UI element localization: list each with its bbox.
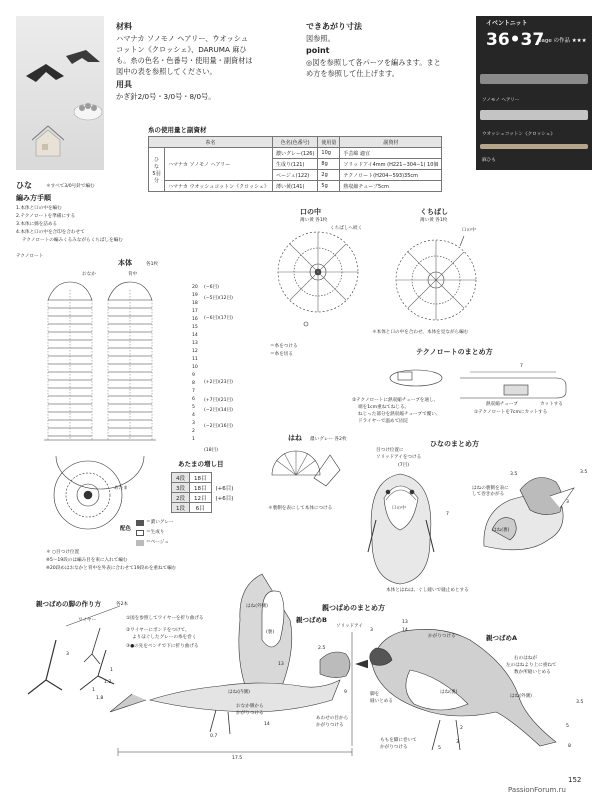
leg-step: ②ワイヤーにボンドをつけて、	[126, 628, 190, 633]
point-heading: point	[306, 46, 330, 55]
leg-title: 親つばめの脚の作り方	[36, 600, 101, 608]
round-number: 16	[192, 317, 198, 322]
hina-dim: 3	[566, 500, 569, 505]
yarn-table-cell: 濃いグレー(126)	[272, 148, 317, 159]
yarn-table-cell: 生成り(121)	[272, 159, 317, 170]
mouth-legend: ＝糸を切る	[270, 352, 293, 357]
leg-count: 各2本	[116, 602, 129, 607]
swatch-label: ウオッシュコットン《クロッシェ》	[482, 132, 555, 137]
neck-note: かがりつける	[316, 723, 344, 728]
round-number: 20	[192, 285, 198, 290]
yarn-table-header: 糸名	[149, 137, 273, 148]
beak-spec: 薄い黄 各1枚	[420, 218, 448, 223]
techno-step1: ①テクノロートを7cmにカットする	[474, 410, 548, 415]
right-note: 数か所縫いとめる	[514, 670, 551, 675]
parent-dim: 5	[566, 724, 569, 729]
cut-label: カットする	[540, 402, 563, 407]
swatch-label: 麻ひも	[482, 158, 496, 163]
parent-dim: 0.7	[210, 734, 218, 739]
leg-sew-note: 脚を	[370, 692, 380, 697]
size-heading: できあがり寸法	[306, 22, 362, 31]
yarn-table-cell: ハマナカ ウオッシュコットン《クロッシェ》	[165, 181, 273, 192]
round-label: (−5目)(12目)	[204, 296, 233, 301]
yarn-table-header: 副資材	[340, 137, 442, 148]
wing-back-a-label: はね(裏)	[440, 690, 458, 695]
legend-item: ＝ベージュ	[146, 540, 169, 545]
round-number: 12	[192, 349, 198, 354]
yarn-table-cell: 8g	[318, 159, 340, 170]
round-label: (+2目)(23目)	[204, 380, 233, 385]
head-label: あたま	[114, 486, 128, 491]
wing-in-label: はね(内側)	[228, 690, 250, 695]
parent-dim: 3	[456, 740, 459, 745]
body-count: 各1枚	[146, 262, 159, 267]
round-number: 19	[192, 293, 198, 298]
step-line: 1.本体と口の中を編む	[16, 206, 62, 211]
yarn-table-cell: 10g	[318, 148, 340, 159]
belly-note: おなか側から	[236, 704, 264, 709]
mouth-legend: ＝糸をつける	[270, 344, 298, 349]
wing-back-note: はねの裏側を表にして巻きかがる	[472, 486, 509, 497]
wing-spec: 濃いグレー 各2枚	[310, 437, 347, 442]
hina-bottom-note: 本体とはねは、ぐし縫いで縫止めとする	[386, 588, 469, 593]
inc-stitches: 6目	[190, 503, 212, 513]
wing-back-label: はね(裏)	[492, 528, 510, 533]
parent-dim: 14	[402, 628, 408, 633]
inc-stitches: 18目	[190, 473, 212, 483]
tsubame-a-label: 親つばめA	[486, 634, 518, 642]
round-label: (−2目)(16目)	[204, 424, 233, 429]
swatch-label: ソノモノ ヘアリー	[482, 98, 520, 103]
steps-title: 編み方手順	[16, 194, 51, 202]
leg-bottom-note: かがりつける	[380, 745, 408, 750]
beak-chart	[396, 236, 476, 320]
body-chart	[44, 282, 156, 489]
round-number: 11	[192, 357, 198, 362]
leg-step: ①図を参照してワイヤーを折り曲げる	[126, 616, 204, 621]
increase-table	[171, 472, 238, 513]
round-number: 15	[192, 325, 198, 330]
eye-pos: (7目)	[398, 463, 410, 468]
round-number: 5	[192, 405, 195, 410]
round-number: 18	[192, 301, 198, 306]
yarn-table-cell: 2g	[318, 170, 340, 181]
parent-dim: 17.5	[232, 756, 243, 761]
leg-dim: 1.2	[104, 680, 112, 685]
tsubame-b-label: 親つばめB	[296, 616, 327, 624]
tube-label: 熱収縮チューブ	[486, 402, 518, 407]
tools-heading: 用具	[116, 80, 132, 89]
eye-note: 目つけ位置に	[376, 448, 404, 453]
parent-dim: 13	[278, 662, 284, 667]
beak-note: ＊本体と口の中を合わせ、本体を見ながら編む	[372, 330, 469, 335]
parent-dim: 14	[264, 722, 270, 727]
round-number: 3	[192, 421, 195, 426]
mouth-label: 口の中	[392, 506, 406, 511]
hina-assembly-title: ひなのまとめ方	[430, 440, 479, 448]
round-number: 4	[192, 413, 195, 418]
wing-title: はね	[288, 434, 302, 442]
round-number: 2	[192, 429, 195, 434]
parent-swallow-b-drawing	[110, 574, 350, 734]
wing-note: ＊裏側を表にして本体につける	[268, 506, 333, 511]
leg-dim: 1.8	[96, 696, 104, 701]
back-label: 背中	[128, 272, 138, 277]
point-line: め方を参照して仕上げます。	[306, 69, 399, 78]
wing-out-label: はね(外側)	[246, 604, 268, 609]
hina-dim: 7	[446, 512, 449, 517]
round-label: (−2目)(14目)	[204, 408, 233, 413]
parent-dim: 2	[460, 726, 463, 731]
leg-dim: 1	[110, 668, 113, 673]
parent-dim: 8	[568, 744, 571, 749]
round-label: (+7目)(21目)	[204, 398, 233, 403]
beak-title: くちばし	[420, 208, 448, 216]
round-number: 8	[192, 381, 195, 386]
yarn-table-header: 使用量	[318, 137, 340, 148]
solid-eye-label: ソリッドアイ	[336, 624, 363, 629]
leg-dim: 3	[66, 652, 69, 657]
leg-dim: 1	[92, 688, 95, 693]
round-number: 6	[192, 397, 195, 402]
hina-title: ひな	[16, 181, 32, 190]
leg-bottom-note: ももを脚に巻いて	[380, 738, 417, 743]
parent-title: 親つばめのまとめ方	[322, 604, 385, 612]
leg-sew-note: 縫いとめる	[370, 699, 393, 704]
materials-line: も。糸の色名・色番号・使用量・副資材は	[116, 56, 253, 65]
techno-title: テクノロートのまとめ方	[416, 348, 493, 356]
inc-diff: (+6目)	[215, 495, 234, 502]
round-number: 10	[192, 365, 198, 370]
yarn-table-cell: 5g	[318, 181, 340, 192]
eye-note: ソリッドアイをつける	[376, 455, 422, 460]
yarn-table-title: 糸の使用量と副資材	[148, 126, 207, 134]
techno-dim: 7	[520, 364, 523, 369]
body-title: 本体	[118, 259, 132, 267]
mouth-note: くちばしへ続く	[330, 226, 363, 231]
inc-diff: (+6目)	[215, 485, 234, 492]
head-chart	[54, 461, 122, 529]
right-note: 左のはねより上に重ねて	[506, 663, 557, 668]
tools-line: かぎ針2/0号・3/0号・8/0号。	[116, 92, 216, 101]
right-note: 右のはねが	[514, 656, 537, 661]
legend-swatch	[136, 520, 144, 526]
beak-label: 口の中	[462, 228, 476, 233]
inc-stitches: 18目	[190, 483, 212, 493]
hina-dim: 3.5	[510, 472, 518, 477]
techno-step: ②テクノロートに熱収縮チューブを通し、	[352, 398, 439, 403]
note-line: ※20段めはおなかと背中を外表に合わせて19段めを重ねて編む	[46, 566, 177, 571]
wing-out-a-label: はね(外側)	[510, 694, 532, 699]
note-line: ※5〜19段のは編み目を束に入れて編む	[46, 558, 128, 563]
mouth-spec: 薄い黄 各1枚	[300, 218, 328, 223]
watermark: PassionForum.ru	[508, 786, 566, 794]
kagari-label: かがりつける	[428, 634, 456, 639]
step-line: 2.テクノロートを準備にする	[16, 214, 76, 219]
round-label: (18目)	[204, 448, 219, 453]
technolote-ring	[390, 370, 566, 398]
step-line: 4.本体と口の中を合印を合わせて	[16, 230, 85, 235]
parent-dim: 9	[344, 690, 347, 695]
leg-step: ③●の先をペンチで下に折り曲げる	[126, 644, 199, 649]
round-number: 17	[192, 309, 198, 314]
round-number: 1	[192, 437, 195, 442]
round-number: 9	[192, 373, 195, 378]
increase-title: あたまの増し目	[178, 460, 224, 468]
yarn-table-header: 色名(色番号)	[272, 137, 317, 148]
inc-diff	[211, 503, 238, 513]
yarn-table-cell: 手芸綿 適宜	[340, 148, 442, 159]
round-label: (−6目)(17目)	[204, 316, 233, 321]
parent-dim: 5	[438, 746, 441, 751]
inc-round: 3段	[172, 483, 190, 493]
round-label: (−6目)	[204, 285, 219, 290]
round-number: 14	[192, 333, 198, 338]
belly-note: かがりつける	[236, 711, 264, 716]
legend-item: ＝生成り	[146, 530, 165, 535]
materials-heading: 材料	[116, 22, 132, 31]
legend-swatch	[136, 540, 144, 546]
mouth-chart	[278, 232, 358, 326]
techno-step: 端を1cm重ねてねじる。	[358, 405, 410, 410]
legend-title: 配色	[120, 526, 132, 532]
mouth-title: 口の中	[300, 208, 321, 216]
event-pages: 36•37	[486, 30, 545, 50]
yarn-table-cell: 熱収縮チューブ5cm	[340, 181, 442, 192]
techno-step: ねじった部分を熱収縮チューブで覆い、	[358, 412, 441, 417]
yarn-table-cell: テクノロート(H204−593)35cm	[340, 170, 442, 181]
yarn-table-cell: ハマナカ ソノモノ ヘアリー	[165, 148, 273, 181]
yarn-table-cell: 薄い黄(141)	[272, 181, 317, 192]
parent-dim: 3.5	[576, 700, 584, 705]
round-number: 7	[192, 389, 195, 394]
legend-swatch	[136, 530, 144, 536]
step-line: テクノロートの編みくるみながらくちばしを編む	[22, 238, 123, 243]
legend-item: ＝濃いグレー	[146, 520, 174, 525]
inc-stitches: 12目	[190, 493, 212, 503]
point-line: ◎図を参照して各パーツを編みます。まと	[306, 58, 441, 67]
materials-line: 図中の表を参照してください。	[116, 67, 217, 76]
materials-line: コットン《クロッシェ》、DARUMA 麻ひ	[116, 45, 247, 54]
yarn-table-cell: ソリッドアイ4mm (H221−304−1) 10個	[340, 159, 442, 170]
size-line: 図参照。	[306, 34, 335, 43]
materials-line: ハマナカ ソノモノ ヘアリー、ウオッシュ	[116, 34, 249, 43]
inc-round: 1段	[172, 503, 190, 513]
belly-label: おなか	[82, 272, 96, 277]
round-number: 13	[192, 341, 198, 346]
inc-diff	[211, 473, 238, 483]
event-page-suffix: page の作品 ★★★	[538, 38, 587, 44]
body-b-back: (裏)	[266, 630, 275, 635]
note-line: ＊ ○目つけ位置	[46, 550, 80, 555]
step-line: 3.本体に綿を詰める	[16, 222, 58, 227]
event-label: イベントニット	[486, 20, 528, 27]
wing-chart	[272, 451, 340, 486]
hina-front-drawing	[368, 474, 434, 584]
technolote-label: テクノロート	[16, 254, 44, 259]
inc-round: 4段	[172, 473, 190, 483]
parent-dim: 3	[370, 628, 373, 633]
yarn-table-group: ひな 5羽分	[149, 148, 165, 192]
wire-label: ワイヤー	[78, 618, 97, 623]
inc-round: 2段	[172, 493, 190, 503]
parent-dim: 2.5	[318, 646, 326, 651]
techno-step: ドライヤーで温めて固定	[358, 419, 409, 424]
yarn-table-cell: ベージュ(122)	[272, 170, 317, 181]
neck-note: あわせの目から	[316, 716, 349, 721]
page-number: 152	[568, 776, 582, 784]
hina-note: ＊すべて3/0号針で編む	[46, 184, 95, 189]
parent-dim: 13	[402, 620, 408, 625]
leg-step: よりほぐしたグレーの糸を巻く	[132, 635, 197, 640]
hina-dim: 3.5	[580, 470, 588, 475]
